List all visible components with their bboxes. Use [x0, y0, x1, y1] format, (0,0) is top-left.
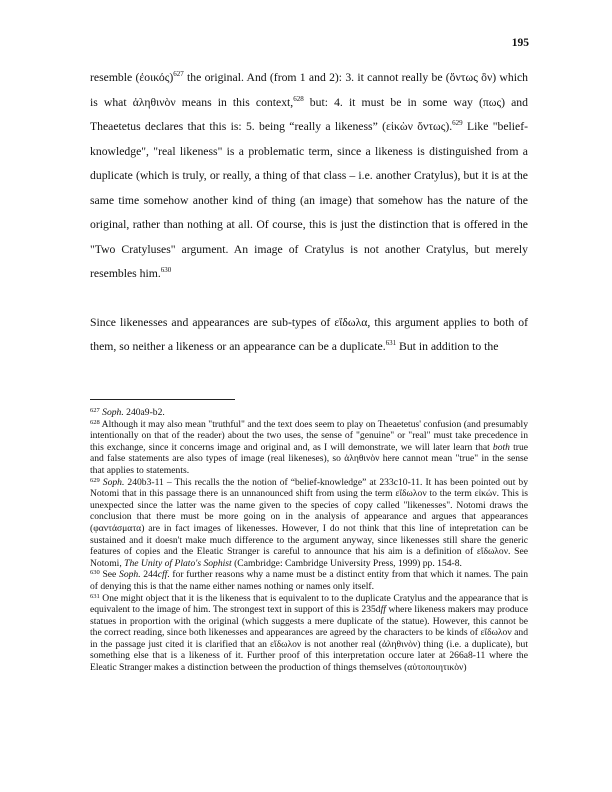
footnote-ref-630[interactable]: 630	[160, 266, 172, 274]
footnotes	[90, 407, 528, 674]
footnote-ref-627[interactable]: 627	[173, 70, 184, 78]
paragraph-2: Since likenesses and appearances are sub-types of εἴδωλα, this argument applies to both of them, so neither a likeness or an appearance can be a duplicate.$^{631}$ But in addition to the	[90, 315, 528, 353]
footnote-ref-629[interactable]: 629	[452, 119, 463, 127]
footnote-ref-628[interactable]: 628	[293, 94, 304, 103]
footnote-separator	[90, 399, 235, 400]
footnote-ref-631[interactable]: 631	[385, 339, 397, 347]
page-number: 195	[511, 37, 529, 49]
footnote-627: $^{627}$ Soph. 240a9-b2.	[90, 407, 165, 418]
paragraph-1: resemble (ἐοικός)$^{627}$ the original. And (from 1 and 2): 3. it cannot really be (ὄντως ὂν) which is what ἀληθινὸν means in this context,$^{628}$ but: 4. it must be in some way (πως) and Theaetetus declares that this is: 5. being “really a likeness” (εἰκὼν ὄντως).$^{629}$ Like "belief-knowledge", "real likeness" is a problematic term, since a likeness is distinguished from a duplicate (which is truly, or really, a thing of that class – i.e. another Cratylus), but it is at the same time somehow another kind of thing (an image) that somehow has the nature of the original, rather than nothing at all. Of course, this is just the distinction that is offered in the "Two Cratyluses" argument. An image of Cratylus is not another Cratylus, but merely resembles him.$^{630}$	[90, 70, 528, 280]
footnote-630: $^{630}$ See Soph. 244cff. for further reasons why a name must be a distinct entity from that which it names. The pain of denying this is that the name either names nothing or names only itself.	[90, 569, 528, 592]
footnote-629: $^{629}$ Soph. 240b3-11 – This recalls the the notion of “belief-knowledge” at 233c10-11. It has been pointed out by Notomi that in this passage there is an unnanounced shift from using the term εἴδωλον to the term εἰκών. This is unexpected since the latter was the name given to the species of copy called "likenesses". Notomi draws the conclusion that there must be more going on in the analysis of appearance and argues that appearances (φαντάσματα) are in fact images of likenesses. However, I do not think that this line of intepretation can be sustained and it doesn't make much difference to the argument anyway, since likenesses still share the generic features of copies and the Eleatic Stranger is careful to announce that his aim is a definition of εἴδωλον. See Notomi, The Unity of Plato's Sophist (Cambridge: Cambridge University Press, 1999) pp. 154-8.	[90, 476, 528, 569]
footnote-628: $^{628}$ Although it may also mean "truthful" and the text does seem to play on Theaetetus' confusion (and presumably intentionally on that of the reader) about the two uses, the sense of "genuine" or "real" must take precedence in this exchange, since it concerns image and original and, as I will demonstrate, we will later learn that both true and false statements are also types of image (real likeneses), so ἀληθινὸν here cannot mean "true" in the sense that applies to statements.	[90, 418, 528, 476]
main-text	[90, 66, 528, 360]
footnote-631: $^{631}$ One might object that it is the likeness that is equivalent to to the duplicate Cratylus and the appearance that is equivalent to the image of him. The strongest text in support of this is 235dff where likeness makers may produce statues in proportion with the original (which suggests a mere duplicate of the statue). However, this cannot be the correct reading, since both likenesses and appearances are agreed by the characters to be kinds of εἴδωλον and in the passage just cited it is clarified that an εἴδωλον is not another real (ἀληθινὸν) thing (i.e. a duplicate), but something else that is a likeness of it. Further proof of this interpretation occure later at 266a8-11 where the Eleatic Stranger makes a distinction between the production of things themselves (αὐτοποιητικὸν)	[90, 592, 528, 674]
